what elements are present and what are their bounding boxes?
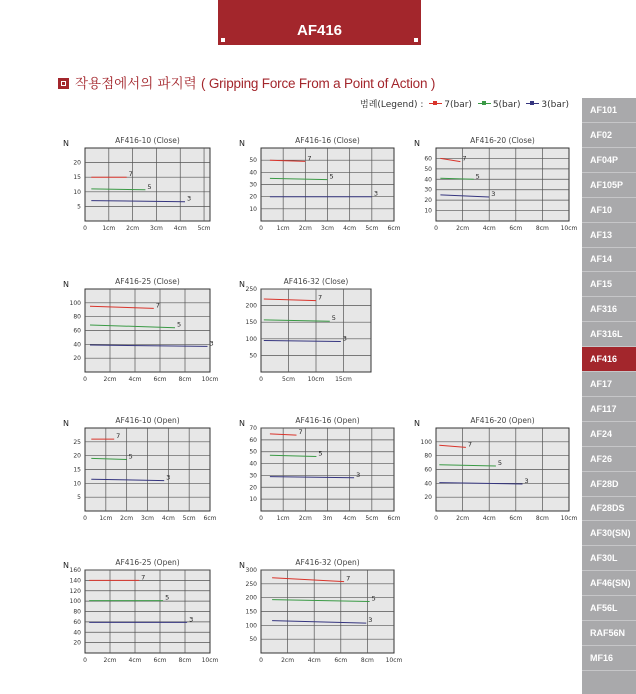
y-tick-label: 20 xyxy=(249,193,257,201)
sidebar-item-af14[interactable]: AF14 xyxy=(582,247,636,272)
chart-5 xyxy=(239,277,371,383)
sidebar-item-af13[interactable]: AF13 xyxy=(582,223,636,248)
y-tick-label: 10 xyxy=(249,496,257,504)
y-tick-label: 40 xyxy=(249,460,257,468)
chart-10 xyxy=(239,558,403,664)
y-tick-label: 20 xyxy=(424,494,432,502)
y-tick-label: 10 xyxy=(73,480,81,488)
series-label-3bar: 3 xyxy=(368,616,373,625)
x-tick-label: 1cm xyxy=(102,225,116,232)
sidebar-item-af316[interactable]: AF316 xyxy=(582,297,636,322)
y-tick-label: 5 xyxy=(77,203,81,211)
x-tick-label: 10cm xyxy=(560,515,578,522)
x-tick-label: 10cm xyxy=(201,657,219,664)
y-axis-label: N xyxy=(239,139,245,148)
chart-title: AF416-10 (Close) xyxy=(115,136,180,145)
x-tick-label: 0 xyxy=(259,657,263,664)
x-tick-label: 10cm xyxy=(201,376,219,383)
y-tick-label: 25 xyxy=(73,438,81,446)
y-tick-label: 60 xyxy=(424,155,432,163)
y-axis-label: N xyxy=(239,419,245,428)
x-tick-label: 10cm xyxy=(385,657,403,664)
series-label-5bar: 5 xyxy=(331,314,336,323)
sidebar-item-af30l[interactable]: AF30L xyxy=(582,546,636,571)
y-tick-label: 20 xyxy=(249,484,257,492)
y-axis-label: N xyxy=(63,561,69,570)
sidebar-item-mf16[interactable]: MF16 xyxy=(582,646,636,671)
x-tick-label: 5cm xyxy=(282,376,295,383)
series-label-3bar: 3 xyxy=(342,334,347,343)
x-tick-label: 6cm xyxy=(387,225,401,232)
y-tick-label: 60 xyxy=(73,327,81,335)
y-axis-label: N xyxy=(63,139,69,148)
series-label-3bar: 3 xyxy=(491,190,496,199)
chart-4 xyxy=(63,277,219,383)
y-tick-label: 100 xyxy=(245,622,257,630)
series-label-5bar: 5 xyxy=(177,320,182,329)
y-tick-label: 120 xyxy=(69,587,81,595)
sidebar-item-af30sn[interactable]: AF30(SN) xyxy=(582,521,636,546)
x-tick-label: 0 xyxy=(259,225,263,232)
y-tick-label: 30 xyxy=(424,186,432,194)
chart-title: AF416-10 (Open) xyxy=(115,416,180,425)
x-tick-label: 4cm xyxy=(343,225,357,232)
x-tick-label: 8cm xyxy=(535,225,549,232)
series-label-5bar: 5 xyxy=(497,459,502,468)
x-tick-label: 8cm xyxy=(178,657,192,664)
x-tick-label: 8cm xyxy=(178,376,192,383)
y-tick-label: 160 xyxy=(69,567,81,574)
y-axis-label: N xyxy=(414,419,420,428)
chart-6 xyxy=(63,416,217,522)
series-label-7bar: 7 xyxy=(307,154,312,163)
x-tick-label: 6cm xyxy=(509,225,523,232)
chart-1 xyxy=(63,136,211,232)
chart-title: AF416-25 (Open) xyxy=(115,558,180,567)
sidebar-item-af56l[interactable]: AF56L xyxy=(582,596,636,621)
series-label-5bar: 5 xyxy=(475,172,480,181)
series-label-7bar: 7 xyxy=(346,574,351,583)
sidebar-item-af24[interactable]: AF24 xyxy=(582,422,636,447)
y-tick-label: 200 xyxy=(245,594,257,602)
x-tick-label: 0 xyxy=(259,376,263,383)
y-tick-label: 20 xyxy=(73,355,81,363)
series-label-7bar: 7 xyxy=(318,293,323,302)
x-tick-label: 2cm xyxy=(126,225,140,232)
sidebar-item-af04p[interactable]: AF04P xyxy=(582,148,636,173)
y-tick-label: 50 xyxy=(424,165,432,173)
y-tick-label: 40 xyxy=(73,341,81,349)
legend-item-7bar: 7(bar) xyxy=(429,100,472,110)
series-label-3bar: 3 xyxy=(356,470,361,479)
x-tick-label: 0 xyxy=(83,376,87,383)
x-tick-label: 3cm xyxy=(149,225,163,232)
chart-3 xyxy=(414,136,578,232)
sidebar-item-af26[interactable]: AF26 xyxy=(582,447,636,472)
y-tick-label: 250 xyxy=(245,580,257,588)
sidebar-item-af02[interactable]: AF02 xyxy=(582,123,636,148)
x-tick-label: 2cm xyxy=(298,515,312,522)
y-tick-label: 70 xyxy=(249,425,257,432)
series-label-3bar: 3 xyxy=(187,194,192,203)
series-label-5bar: 5 xyxy=(318,449,323,458)
series-label-7bar: 7 xyxy=(298,428,303,437)
y-axis-label: N xyxy=(239,561,245,570)
series-label-5bar: 5 xyxy=(165,593,170,602)
series-label-5bar: 5 xyxy=(128,452,133,461)
y-tick-label: 10 xyxy=(73,188,81,196)
x-tick-label: 8cm xyxy=(360,657,374,664)
x-tick-label: 3m xyxy=(322,515,333,522)
x-tick-label: 0 xyxy=(434,225,438,232)
x-tick-label: 0 xyxy=(83,657,87,664)
y-tick-label: 10 xyxy=(249,205,257,213)
chart-title: AF416-20 (Open) xyxy=(470,416,535,425)
series-label-7bar: 7 xyxy=(462,154,467,163)
chart-title: AF416-16 (Close) xyxy=(295,136,360,145)
y-tick-label: 80 xyxy=(73,313,81,321)
legend-item-5bar: 5(bar) xyxy=(478,100,521,110)
y-tick-label: 40 xyxy=(73,629,81,637)
y-tick-label: 20 xyxy=(73,639,81,647)
x-tick-label: 2cm xyxy=(120,515,134,522)
x-tick-label: 4cm xyxy=(128,376,142,383)
sidebar-item-af28d[interactable]: AF28D xyxy=(582,472,636,497)
y-tick-label: 40 xyxy=(424,480,432,488)
y-tick-label: 40 xyxy=(424,176,432,184)
sidebar-item-af105p[interactable]: AF105P xyxy=(582,173,636,198)
y-tick-label: 30 xyxy=(249,181,257,189)
x-tick-label: 4cm xyxy=(307,657,321,664)
legend-item-3bar: 3(bar) xyxy=(526,100,569,110)
x-tick-label: 4cm xyxy=(482,515,496,522)
chart-2 xyxy=(239,136,401,232)
x-tick-label: 1cm xyxy=(276,515,290,522)
chart-title: AF416-32 (Close) xyxy=(283,277,349,286)
y-tick-label: 5 xyxy=(77,494,81,502)
y-tick-label: 60 xyxy=(249,436,257,444)
series-label-3bar: 3 xyxy=(524,477,529,486)
x-tick-label: 5cm xyxy=(182,515,196,522)
x-tick-label: 15cm xyxy=(335,376,352,383)
y-axis-label: N xyxy=(414,139,420,148)
y-tick-label: 250 xyxy=(245,286,257,293)
chart-7 xyxy=(239,416,401,522)
x-tick-label: 3cm xyxy=(141,515,154,522)
y-tick-label: 60 xyxy=(73,618,81,626)
series-label-7bar: 7 xyxy=(155,301,160,310)
sidebar-item-af10[interactable]: AF10 xyxy=(582,198,636,223)
plot-area xyxy=(436,148,569,221)
x-tick-label: 6cm xyxy=(387,515,401,522)
x-tick-label: 2cm xyxy=(456,225,470,232)
series-label-7bar: 7 xyxy=(116,432,121,441)
x-tick-label: 0 xyxy=(83,515,87,522)
sidebar-item-af15[interactable]: AF15 xyxy=(582,272,636,297)
sidebar-item-af17[interactable]: AF17 xyxy=(582,372,636,397)
x-tick-label: 4cm xyxy=(161,515,175,522)
sidebar-item-af416[interactable]: AF416 xyxy=(582,347,636,372)
sidebar-item-raf56n[interactable]: RAF56N xyxy=(582,621,636,646)
y-axis-label: N xyxy=(63,419,69,428)
y-tick-label: 50 xyxy=(249,448,257,456)
x-tick-label: 8cm xyxy=(535,515,549,522)
x-tick-label: 3cm xyxy=(321,225,334,232)
y-axis-label: N xyxy=(239,280,245,289)
sidebar-item-af28ds[interactable]: AF28DS xyxy=(582,496,636,521)
x-tick-label: 5cm xyxy=(365,225,379,232)
x-tick-label: 6cm xyxy=(153,376,167,383)
y-tick-label: 15 xyxy=(73,174,81,182)
x-tick-label: 2cm xyxy=(103,657,117,664)
x-tick-label: 4cm xyxy=(482,225,496,232)
series-label-5bar: 5 xyxy=(371,594,376,603)
chart-title: AF416-32 (Open) xyxy=(295,558,360,567)
y-tick-label: 20 xyxy=(73,452,81,460)
sidebar-item-af101[interactable]: AF101 xyxy=(582,98,636,123)
y-tick-label: 200 xyxy=(245,302,257,310)
y-tick-label: 60 xyxy=(424,466,432,474)
y-tick-label: 100 xyxy=(69,299,81,307)
section-title-ko: 작용점에서의 파지력 xyxy=(75,76,197,92)
x-tick-label: 6cm xyxy=(203,515,217,522)
x-tick-label: 5cm xyxy=(197,225,211,232)
series-label-3bar: 3 xyxy=(189,615,194,624)
section-title-en: ( Gripping Force From a Point of Action ) xyxy=(200,76,436,91)
sidebar-item-af316l[interactable]: AF316L xyxy=(582,322,636,347)
series-label-3bar: 3 xyxy=(166,473,171,482)
sidebar-item-af117[interactable]: AF117 xyxy=(582,397,636,422)
y-tick-label: 140 xyxy=(69,577,81,585)
y-tick-label: 100 xyxy=(69,598,81,606)
y-tick-label: 300 xyxy=(245,567,257,574)
y-tick-label: 20 xyxy=(424,197,432,205)
x-tick-label: 2cm xyxy=(103,376,117,383)
chart-title: AF416-20 (Close) xyxy=(470,136,535,145)
chart-8 xyxy=(414,416,578,522)
x-tick-label: 0 xyxy=(434,515,438,522)
y-tick-label: 10 xyxy=(424,207,432,215)
y-tick-label: 150 xyxy=(245,608,257,616)
x-tick-label: 6cm xyxy=(509,515,523,522)
chart-title: AF416-16 (Open) xyxy=(295,416,360,425)
x-tick-label: 0 xyxy=(83,225,87,232)
y-tick-label: 100 xyxy=(420,438,432,446)
x-tick-label: 6cm xyxy=(334,657,348,664)
x-tick-label: 4cm xyxy=(128,657,142,664)
x-tick-label: 10cm xyxy=(307,376,325,383)
y-tick-label: 20 xyxy=(73,159,81,167)
x-tick-label: 5cm xyxy=(365,515,379,522)
chart-title: AF416-25 (Close) xyxy=(115,277,180,286)
series-label-7bar: 7 xyxy=(128,170,133,179)
y-tick-label: 30 xyxy=(249,472,257,480)
y-tick-label: 15 xyxy=(73,466,81,474)
y-tick-label: 40 xyxy=(249,169,257,177)
product-title: AF416 xyxy=(296,22,343,39)
x-tick-label: 1cm xyxy=(276,225,290,232)
product-sidebar xyxy=(582,98,636,694)
chart-9 xyxy=(63,558,219,664)
series-label-7bar: 7 xyxy=(141,573,146,582)
y-tick-label: 80 xyxy=(73,608,81,616)
x-tick-label: 1cm xyxy=(99,515,113,522)
y-tick-label: 80 xyxy=(424,452,432,460)
y-tick-label: 50 xyxy=(249,352,257,360)
sidebar-item-af46sn[interactable]: AF46(SN) xyxy=(582,571,636,596)
x-tick-label: 2cm xyxy=(298,225,312,232)
x-tick-label: 2cm xyxy=(281,657,295,664)
y-tick-label: 100 xyxy=(245,335,257,343)
series-label-3bar: 3 xyxy=(209,339,214,348)
x-tick-label: 0 xyxy=(259,515,263,522)
y-tick-label: 50 xyxy=(249,636,257,644)
series-label-7bar: 7 xyxy=(467,440,473,449)
y-tick-label: 150 xyxy=(245,319,257,327)
x-tick-label: 4cm xyxy=(343,515,357,522)
series-label-5bar: 5 xyxy=(147,182,152,191)
x-tick-label: 6cm xyxy=(153,657,167,664)
y-tick-label: 50 xyxy=(249,157,257,165)
series-label-3bar: 3 xyxy=(373,189,378,198)
x-tick-label: 4cm xyxy=(173,225,187,232)
x-tick-label: 10cm xyxy=(560,225,578,232)
x-tick-label: 2cm xyxy=(456,515,470,522)
legend-label: 범례(Legend) : xyxy=(360,100,424,110)
series-label-5bar: 5 xyxy=(329,172,334,181)
y-axis-label: N xyxy=(63,280,69,289)
